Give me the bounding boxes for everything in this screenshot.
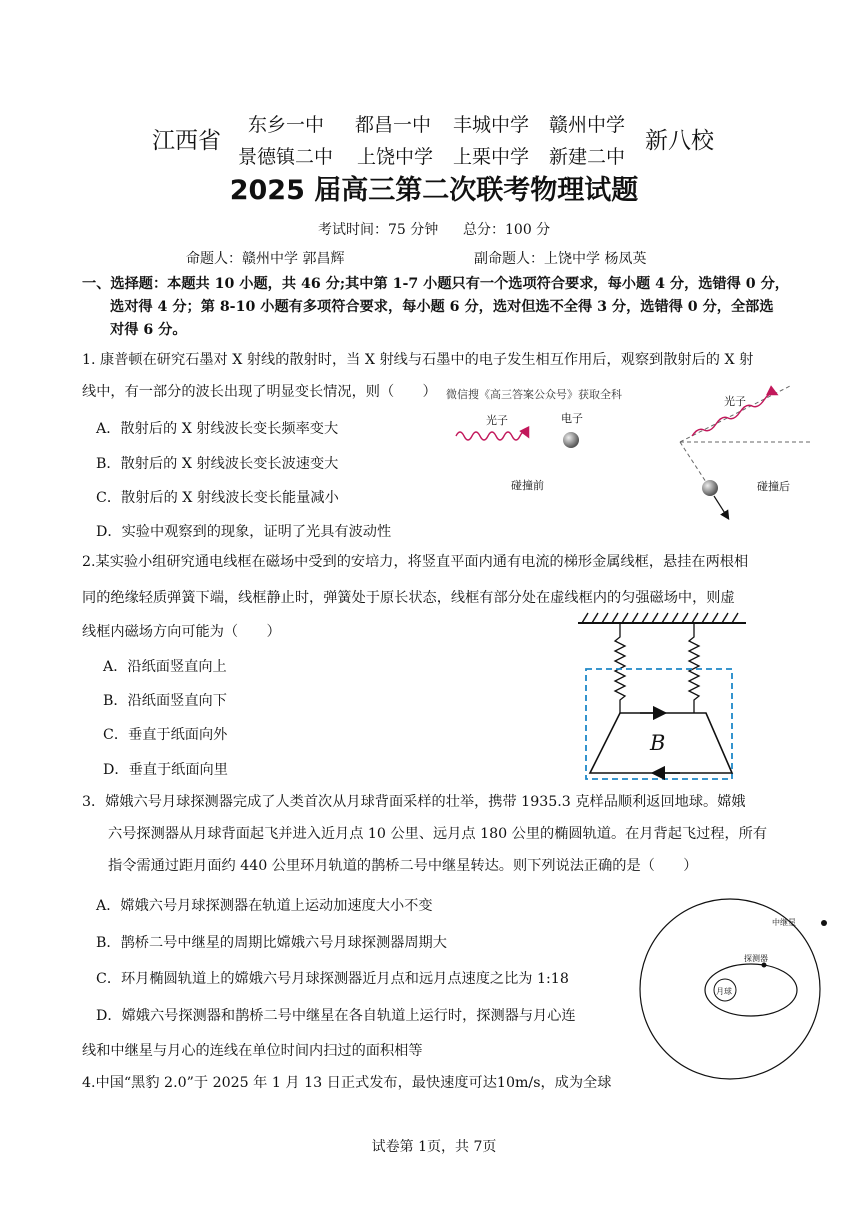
left-spring (615, 623, 625, 713)
q2-stem-1: 2.某实验小组研究通电线框在磁场中受到的安培力，将竖直平面内通有电流的梯形金属线框，悬挂在两根相 (82, 554, 749, 570)
q3-stem-2: 六号探测器从月球背面起飞并进入近月点 10 公里、远月点 180 公里的椭圆轨道。在月背起飞过程，所有 (108, 826, 768, 842)
relay-satellite (821, 920, 827, 926)
ceiling-hatch (582, 613, 738, 623)
author-main: 命题人：赣州中学 郭昌辉 (186, 251, 345, 267)
q1-option-a: A．散射后的 X 射线波长变长频率变大 (96, 421, 339, 437)
right-spring (689, 623, 699, 713)
electron-velocity-arrow (714, 496, 728, 518)
section-instructions-2: 选对得 4 分；第 8-10 小题有多项符合要求，每小题 6 分，选对但选不全得 3 分，选错得 0 分，全部选 (110, 299, 774, 315)
author-vice: 副命题人：上饶中学 杨凤英 (474, 251, 647, 267)
q1-option-b: B．散射后的 X 射线波长变长波速变大 (96, 456, 339, 472)
q3-option-d-continued: 线和中继星与月心的连线在单位时间内扫过的面积相等 (82, 1043, 423, 1059)
q2-stem-2: 同的绝缘轻质弹簧下端，线框静止时，弹簧处于原长状态，线框有部分处在虚线框内的匀强磁场中，则虚 (82, 590, 735, 606)
q2-option-c: C．垂直于纸面向外 (103, 727, 228, 743)
electron-after (702, 480, 718, 496)
moon-label: 月球 (716, 987, 732, 996)
school-5: 景德镇二中 (238, 146, 334, 168)
q1-stem-1: 1. 康普顿在研究石墨对 X 射线的散射时，当 X 射线与石墨中的电子发生相互作用后，观察到散射后的 X 射 (82, 352, 754, 368)
photon-label-after: 光子 (724, 395, 746, 408)
photon-label-before: 光子 (486, 414, 508, 427)
q2-stem-3: 线框内磁场方向可能为（ ） (82, 624, 281, 640)
q3-stem-3: 指令需通过距月面约 440 公里环月轨道的鹊桥二号中继星转达。则下列说法正确的是（ ） (108, 858, 698, 874)
q1-option-d: D．实验中观察到的现象，证明了光具有波动性 (96, 524, 392, 540)
incoming-photon-wave (456, 432, 528, 440)
q3-option-a: A．嫦娥六号月球探测器在轨道上运动加速度大小不变 (96, 898, 433, 914)
q2-option-a: A．沿纸面竖直向上 (103, 659, 227, 675)
q3-stem-1: 3．嫦娥六号月球探测器完成了人类首次从月球背面采样的壮举，携带 1935.3 克样品顺利返回地球。嫦娥 (82, 794, 746, 810)
watermark-text: 微信搜《高三答案公众号》获取全科 (446, 388, 622, 401)
q1-stem-2: 线中，有一部分的波长出现了明显变长情况，则（ ） (82, 384, 437, 400)
school-7: 上栗中学 (453, 146, 530, 168)
school-4: 赣州中学 (549, 114, 626, 136)
school-3: 丰城中学 (453, 114, 530, 136)
relay-satellite-label: 中继星 (772, 918, 796, 927)
electron-dashed-line (680, 442, 706, 482)
page-footer: 试卷第 1页，共 7页 (371, 1139, 497, 1155)
probe-label: 探测器 (744, 954, 768, 963)
section-instructions-1: 一、选择题：本题共 10 小题，共 46 分;其中第 1-7 小题只有一个选项符合要求，每小题 4 分，选错得 0 分， (82, 276, 789, 292)
q4-stem-1: 4.中国“黑豹 2.0”于 2025 年 1 月 13 日正式发布，最快速度可达10m/s，成为全球 (82, 1075, 612, 1091)
header-province: 江西省 (152, 128, 221, 154)
q2-option-d: D．垂直于纸面向里 (103, 762, 228, 778)
page-title: 2025 届高三第二次联考物理试题 (229, 175, 639, 206)
header-suffix: 新八校 (645, 128, 714, 154)
school-8: 新建二中 (549, 146, 626, 168)
q3-option-b: B．鹊桥二号中继星的周期比嫦娥六号月球探测器周期大 (96, 935, 447, 951)
school-2: 都昌一中 (355, 114, 432, 136)
section-instructions-3: 对得 6 分。 (110, 322, 187, 338)
q3-option-d: D．嫦娥六号探测器和鹊桥二号中继星在各自轨道上运行时，探测器与月心连 (96, 1008, 576, 1024)
compton-figure (440, 370, 820, 530)
q2-option-b: B．沿纸面竖直向下 (103, 693, 227, 709)
electron-before (563, 432, 579, 448)
field-label-b: B (650, 731, 666, 755)
electron-label: 电子 (561, 412, 583, 425)
after-collision-label: 碰撞后 (757, 480, 790, 493)
q1-option-c: C．散射后的 X 射线波长变长能量减小 (96, 490, 339, 506)
school-6: 上饶中学 (357, 146, 434, 168)
before-collision-label: 碰撞前 (511, 479, 544, 492)
exam-score: 总分：100 分 (463, 222, 551, 238)
coil-figure (570, 605, 760, 785)
q3-option-c: C．环月椭圆轨道上的嫦娥六号月球探测器近月点和远月点速度之比为 1:18 (96, 971, 569, 987)
exam-time: 考试时间：75 分钟 (318, 222, 439, 238)
school-1: 东乡一中 (248, 114, 325, 136)
